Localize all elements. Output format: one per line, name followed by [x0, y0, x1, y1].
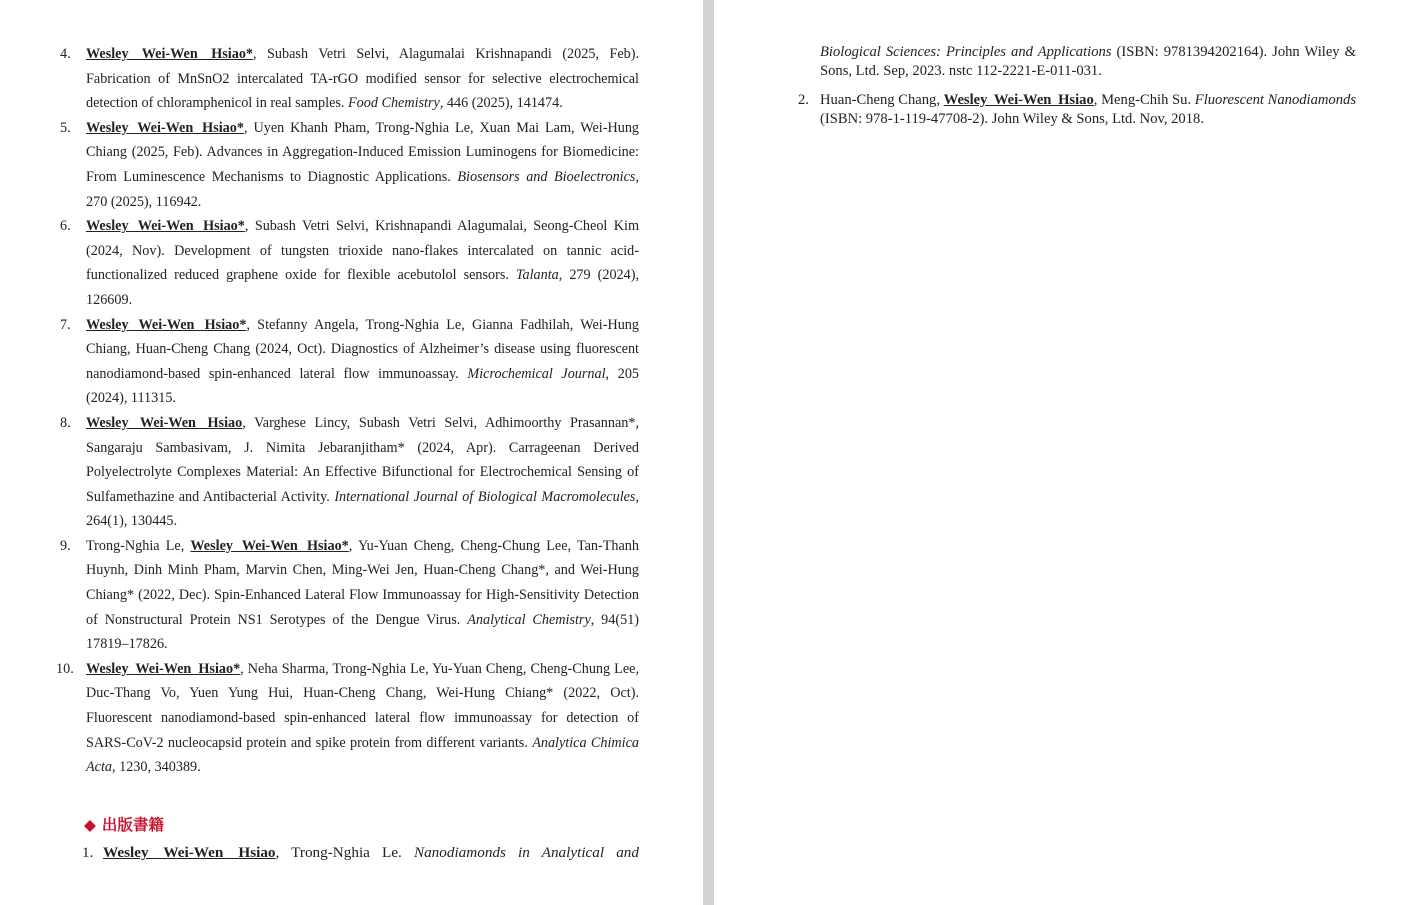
journal-name: Talanta [515, 267, 559, 284]
entry-text: , Uyen Khanh Pham, Trong-Nghia Le, Xuan Mai Lam, Wei-Hung Chiang (2025, Feb). Advances in Aggregation-Induced Emission Luminogens for Biomedicine: From Luminescence Mechanisms to Diagnostic Applications. [86, 119, 640, 185]
entry-tail: , 1230, 340389. [112, 759, 201, 776]
entry-tail: , 270 (2025), 116942. [86, 168, 639, 210]
page-divider [703, 0, 714, 905]
books-section-heading [84, 814, 164, 836]
document-page-right [714, 0, 1415, 905]
journal-name: Analytica Chimica Acta [86, 734, 639, 776]
publication-list [0, 42, 639, 780]
journal-name: Analytical Chemistry [467, 611, 591, 628]
entry-lead-authors: Huan-Cheng Chang, [820, 92, 944, 108]
entry-tail: , 446 (2025), 141474. [439, 95, 563, 112]
entry-number: 4. [60, 46, 71, 62]
entry-tail: , 264(1), 130445. [86, 488, 639, 530]
book-entry-1 [82, 840, 639, 865]
highlighted-author: Wesley Wei-Wen Hsiao* [86, 46, 254, 62]
highlighted-author: Wesley Wei-Wen Hsiao [86, 414, 243, 431]
entry-number: 8. [60, 414, 71, 431]
highlighted-author: Wesley Wei-Wen Hsiao [103, 844, 276, 861]
entry-number: 1. [82, 844, 94, 861]
entry-text: , Stefanny Angela, Trong-Nghia Le, Gianna Fadhilah, Wei-Hung Chiang, Huan-Cheng Chang (2024, Oct). Diagnostics of Alzheimer’s disease using fluorescent nanodiamond-based spin-enhanced lateral flow immunoassay. [86, 316, 639, 382]
entry-number: 10. [56, 660, 74, 677]
entry-text: , Subash Vetri Selvi, Alagumalai Krishnapandi (2025, Feb). Fabrication of MnSnO2 intercalated TA-rGO modified sensor for selective electrochemical detection of chloramphenicol in real samples. [86, 46, 640, 112]
entry-lead-authors: Trong-Nghia Le, [86, 537, 191, 554]
diamond-bullet-icon: ◆ [84, 816, 96, 834]
entry-text: , Meng-Chih Su. [1093, 92, 1195, 108]
highlighted-author: Wesley Wei-Wen Hsiao* [190, 537, 349, 554]
books-heading-text: 出版書籍 [101, 816, 164, 834]
publication-entry-8 [60, 411, 639, 534]
book-list-continued [714, 43, 1356, 139]
book-title-start: Nanodiamonds in Analytical and [413, 844, 639, 861]
entry-tail: (ISBN: 978-1-119-47708-2). John Wiley & Sons, Ltd. Nov, 2018. [820, 110, 1204, 127]
book-entry-2 [798, 91, 1356, 128]
entry-text: , Yu-Yuan Cheng, Cheng-Chung Lee, Tan-Thanh Huynh, Dinh Minh Pham, Marvin Chen, Ming-Wei Jen, Huan-Cheng Chang*, and Wei-Hung Chiang* (2022, Dec). Spin-Enhanced Lateral Flow Immunoassay for High-Sensitivity Detection of Nonstructural Protein NS1 Serotypes of the Dengue Virus. [86, 537, 639, 628]
entry-number: 5. [60, 119, 71, 136]
publication-entry-4 [60, 42, 640, 116]
entry-text: , Varghese Lincy, Subash Vetri Selvi, Adhimoorthy Prasannan*, Sangaraju Sambasivam, J. Nimita Jebaranjitham* (2024, Apr). Carrageenan Derived Polyelectrolyte Complexes Material: An Effective Bifunctional for Electrochemical Sensing of Sulfamethazine and Antibacterial Activity. [86, 414, 639, 505]
highlighted-author: Wesley Wei-Wen Hsiao* [86, 316, 247, 333]
journal-name: Biosensors and Bioelectronics [457, 168, 636, 185]
entry-text: , Trong-Nghia Le. [275, 844, 414, 861]
journal-name: International Journal of Biological Macromolecules [334, 488, 636, 505]
publication-entry-9 [60, 534, 640, 657]
highlighted-author: Wesley Wei-Wen Hsiao* [86, 660, 241, 677]
publication-entry-5 [60, 116, 640, 214]
book-title-end: Biological Sciences: Principles and Applications [820, 44, 1112, 60]
journal-name: Microchemical Journal [467, 365, 606, 382]
entry-text: , Neha Sharma, Trong-Nghia Le, Yu-Yuan Cheng, Cheng-Chung Lee, Duc-Thang Vo, Yuen Yung Hui, Huan-Cheng Chang, Wei-Hung Chiang* (2022, Oct). Fluorescent nanodiamond-based spin-enhanced lateral flow immunoassay for detection of SARS-CoV-2 nucleocapsid protein and spike protein from different variants. [86, 660, 639, 751]
entry-number: 7. [60, 316, 71, 333]
entry-tail: , 205 (2024), 111315. [86, 365, 639, 407]
entry-tail: (ISBN: 9781394202164). John Wiley & Sons, Ltd. Sep, 2023. nstc 112-2221-E-011-031. [820, 44, 1356, 79]
publication-entry-10 [56, 657, 639, 780]
entry-number: 9. [60, 537, 71, 554]
highlighted-author: Wesley Wei-Wen Hsiao* [86, 218, 245, 235]
publication-entry-6 [60, 214, 639, 312]
entry-text: , Subash Vetri Selvi, Krishnapandi Alagumalai, Seong-Cheol Kim (2024, Nov). Development of tungsten trioxide nano-flakes intercalated on tannic acid-functionalized reduced graphene oxide for flexible acebutolol sensors. [86, 218, 639, 284]
book-list [0, 840, 639, 865]
highlighted-author: Wesley Wei-Wen Hsiao* [86, 119, 244, 136]
entry-number: 2. [798, 92, 809, 108]
document-page-left [0, 0, 703, 905]
entry-tail: , 279 (2024), 126609. [86, 267, 639, 308]
entry-tail: , 94(51) 17819–17826. [86, 611, 640, 653]
publication-entry-7 [60, 313, 639, 411]
book-title: Fluorescent Nanodiamonds [1194, 92, 1356, 108]
journal-name: Food Chemistry [347, 95, 440, 112]
highlighted-author: Wesley Wei-Wen Hsiao [943, 92, 1094, 108]
book-entry-1-continued [820, 43, 1356, 80]
entry-number: 6. [60, 218, 71, 235]
